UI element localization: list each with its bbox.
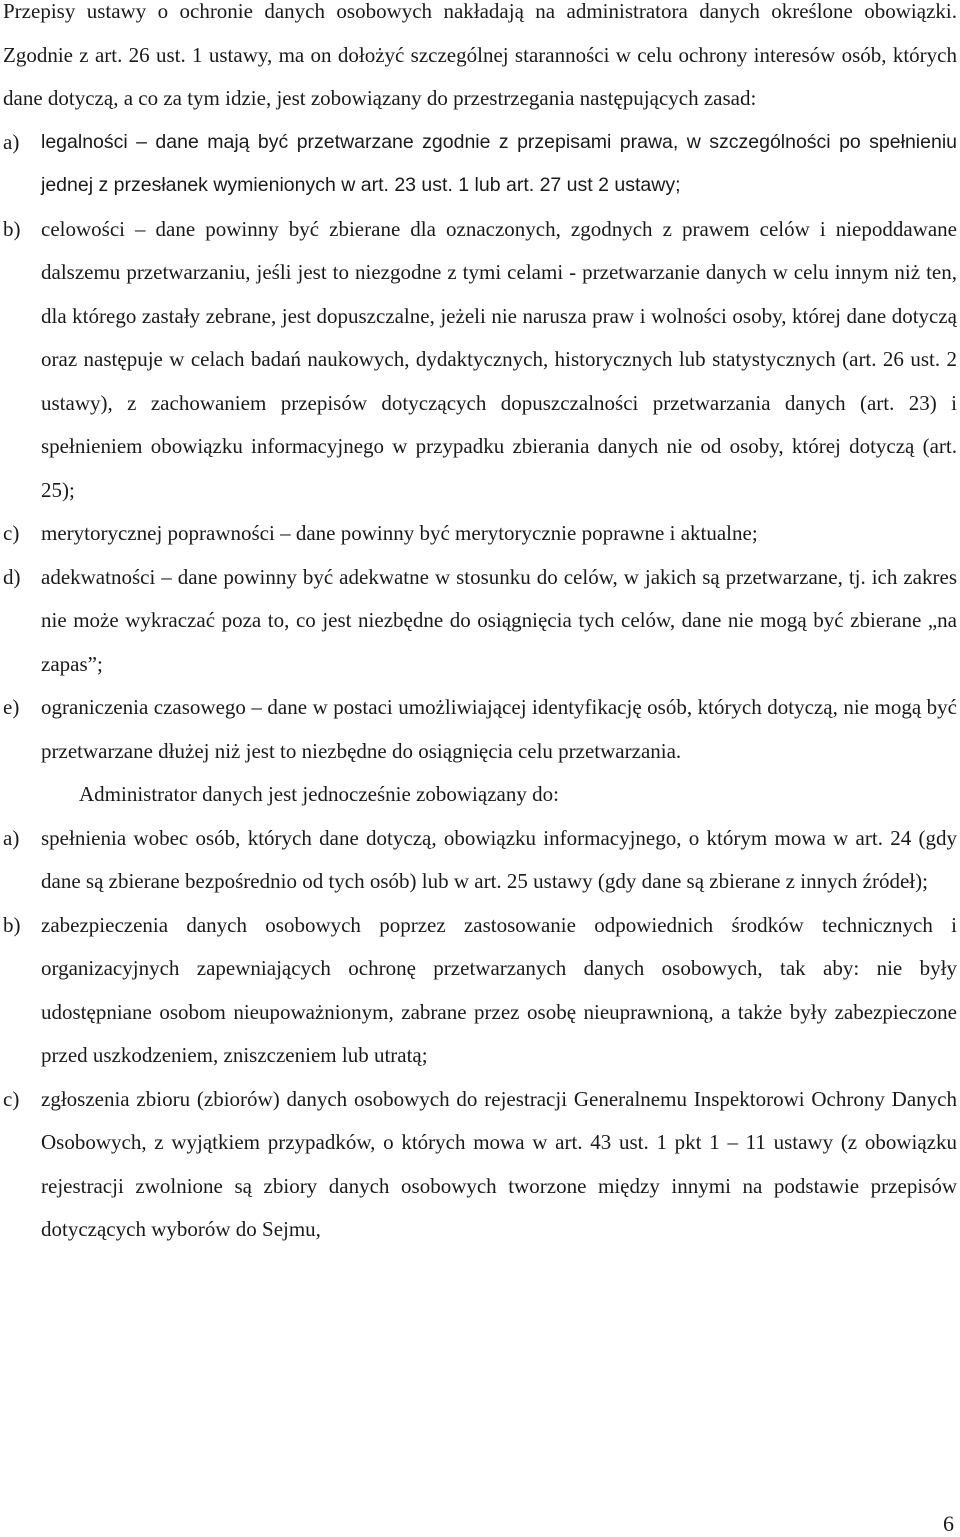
principle-item-b [3, 208, 957, 513]
document-page [3, 0, 957, 1252]
list-marker: c) [3, 1086, 20, 1111]
obligations-heading: Administrator danych jest jednocześnie zobowiązany do: [79, 782, 559, 806]
principle-text: ograniczenia czasowego – dane w postaci umożliwiającej identyfikację osób, których dotyczą, nie mogą być przetwarzane dłużej niż jest to niezbędne do osiągnięcia celu przetwarzania. [41, 695, 957, 763]
list-marker: b) [3, 216, 21, 241]
list-marker: b) [3, 912, 21, 937]
principle-item-e [3, 686, 957, 773]
principle-text: merytorycznej poprawności – dane powinny być merytorycznie poprawne i aktualne; [41, 521, 758, 545]
obligations-list [3, 817, 957, 1252]
obligation-text: zabezpieczenia danych osobowych poprzez zastosowanie odpowiednich środków technicznych i organizacyjnych zapewniających ochronę przetwarzanych danych osobowych, tak aby: nie były udostępniane osobom nieupoważnionym, zabrane przez osobę nieuprawnioną, a także były zabezpieczone przed uszkodzeniem, zniszczeniem lub utratą; [41, 912, 957, 1067]
list-marker: a) [3, 825, 20, 850]
obligation-item-b [3, 904, 957, 1078]
principle-item-a [3, 121, 957, 208]
principle-text: adekwatności – dane powinny być adekwatne w stosunku do celów, w jakich są przetwarzane, tj. ich zakres nie może wykraczać poza to, co jest niezbędne do osiągnięcia tych celów, dane nie mogą być zbierane „na zapas”; [41, 564, 957, 676]
list-marker: e) [3, 695, 20, 719]
obligation-item-c [3, 1078, 957, 1252]
principle-text: legalności – dane mają być przetwarzane zgodnie z przepisami prawa, w szczególności po spełnieniu jednej z przesłanek wymienionych w art. 23 ust. 1 lub art. 27 ust 2 ustawy; [41, 130, 957, 196]
intro-paragraph: Przepisy ustawy o ochronie danych osobowych nakładają na administratora danych określone obowiązki. Zgodnie z art. 26 ust. 1 ustawy, ma on dołożyć szczególnej staranności w celu ochrony interesów osób, których dane dotyczą, a co za tym idzie, jest zobowiązany do przestrzegania następujących zasad: [3, 0, 957, 110]
page-number: 6 [943, 1511, 954, 1536]
list-marker: d) [3, 564, 21, 589]
obligation-text: spełnienia wobec osób, których dane dotyczą, obowiązku informacyjnego, o którym mowa w art. 24 (gdy dane są zbierane bezpośrednio od tych osób) lub w art. 25 ustawy (gdy dane są zbierane z innych źródeł); [41, 825, 957, 893]
list-marker: a) [3, 129, 20, 154]
list-marker: c) [3, 521, 20, 545]
principles-list [3, 121, 957, 774]
obligation-text: zgłoszenia zbioru (zbiorów) danych osobowych do rejestracji Generalnemu Inspektorowi Ochrony Danych Osobowych, z wyjątkiem przypadków, o których mowa w art. 43 ust. 1 pkt 1 – 11 ustawy (z obowiązku rejestracji zwolnione są zbiory danych osobowych tworzone między innymi na podstawie przepisów dotyczących wyborów do Sejmu, [41, 1086, 957, 1241]
obligation-item-a [3, 817, 957, 904]
principle-text: celowości – dane powinny być zbierane dla oznaczonych, zgodnych z prawem celów i niepoddawane dalszemu przetwarzaniu, jeśli jest to niezgodne z tymi celami - przetwarzanie danych w celu innym niż ten, dla którego zastały zebrane, jest dopuszczalne, jeżeli nie narusza praw i wolności osoby, której dane dotyczą oraz następuje w celach badań naukowych, dydaktycznych, historycznych lub statystycznych (art. 26 ust. 2 ustawy), z zachowaniem przepisów dotyczących dopuszczalności przetwarzania danych (art. 23) i spełnieniem obowiązku informacyjnego w przypadku zbierania danych nie od osoby, której dotyczą (art. 25); [41, 216, 957, 502]
principle-item-d [3, 556, 957, 687]
principle-item-c [3, 512, 957, 556]
